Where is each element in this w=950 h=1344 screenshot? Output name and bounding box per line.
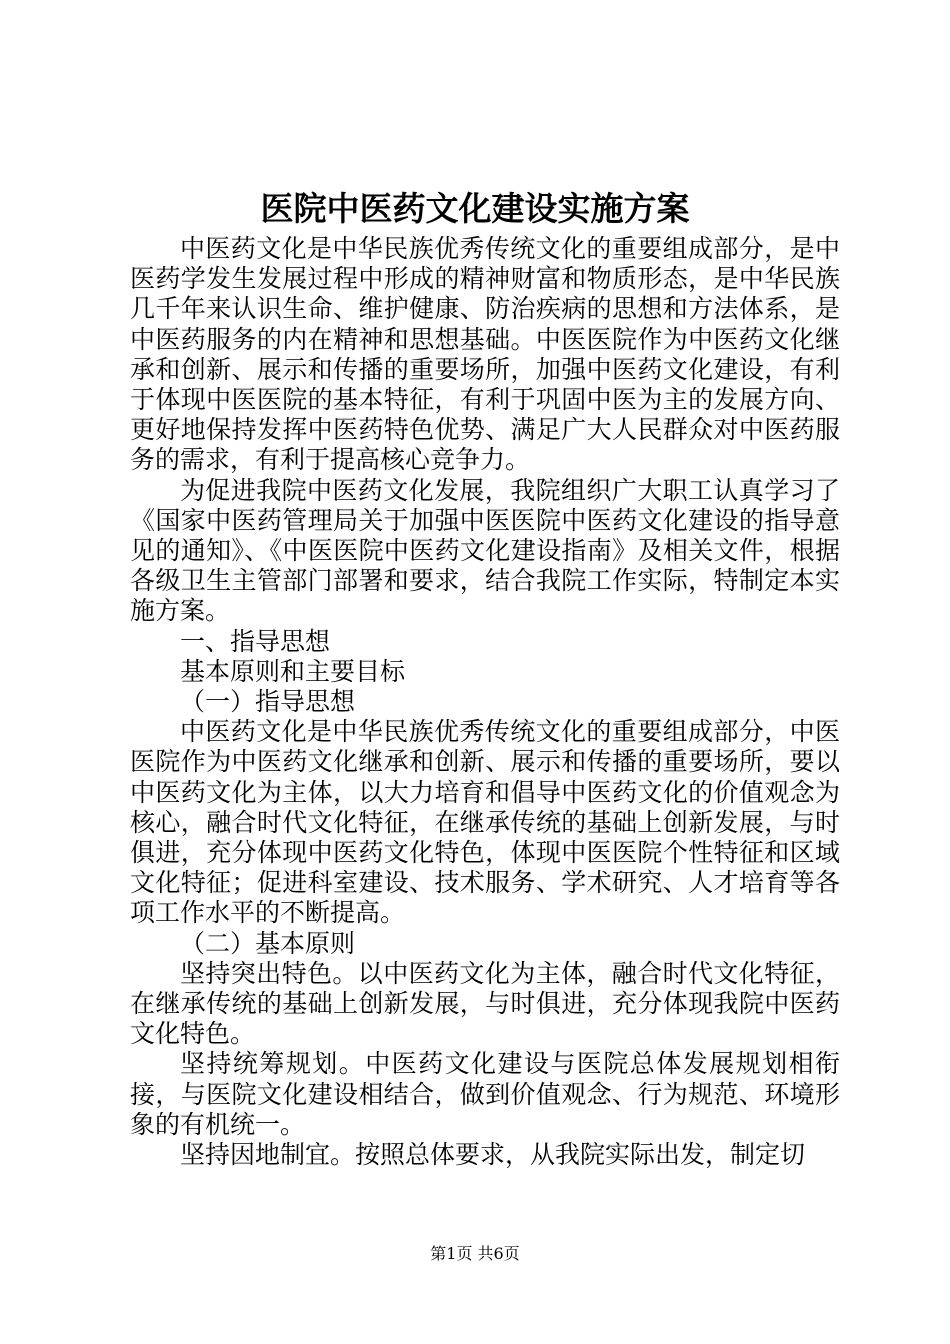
- principle-highlight-features-paragraph: 坚持突出特色。以中医药文化为主体，融合时代文化特征，在继承传统的基础上创新发展，与时俱进，充分体现我院中医药文化特色。: [130, 958, 840, 1049]
- principle-local-conditions-paragraph: 坚持因地制宜。按照总体要求，从我院实际出发，制定切: [180, 1140, 806, 1170]
- page-number-footer: 第1页 共6页: [430, 1244, 520, 1263]
- section-heading-guiding-thought: 一、指导思想: [180, 626, 331, 656]
- guiding-thought-paragraph: 中医药文化是中华民族优秀传统文化的重要组成部分，中医医院作为中医药文化继承和创新、展示和传播的重要场所，要以中医药文化为主体，以大力培育和倡导中医药文化的价值观念为核心，融合时代文化特征，在继承传统的基础上创新发展，与时俱进，充分体现中医药文化特色，体现中医医院个性特征和区域文化特征；促进科室建设、技术服务、学术研究、人才培育等各项工作水平的不断提高。: [130, 717, 840, 928]
- purpose-paragraph: 为促进我院中医药文化发展，我院组织广大职工认真学习了《国家中医药管理局关于加强中医医院中医药文化建设的指导意见的通知》、《中医医院中医药文化建设指南》及相关文件，根据各级卫生主管部门部署和要求，结合我院工作实际，特制定本实施方案。: [130, 475, 840, 626]
- subsection-heading-guiding-thought: （一）指导思想: [180, 687, 356, 717]
- document-title: 医院中医药文化建设实施方案: [260, 189, 690, 228]
- intro-paragraph: 中医药文化是中华民族优秀传统文化的重要组成部分，是中医药学发生发展过程中形成的精神财富和物质形态，是中华民族几千年来认识生命、维护健康、防治疾病的思想和方法体系，是中医药服务的内在精神和思想基础。中医医院作为中医药文化继承和创新、展示和传播的重要场所，加强中医药文化建设，有利于体现中医医院的基本特征，有利于巩固中医为主的发展方向、更好地保持发挥中医药特色优势、满足广大人民群众对中医药服务的需求，有利于提高核心竞争力。: [130, 234, 840, 475]
- section-heading-principles-goals: 基本原则和主要目标: [180, 656, 406, 686]
- subsection-heading-basic-principles: （二）基本原则: [180, 928, 356, 958]
- document-body: [130, 234, 840, 1170]
- principle-overall-planning-paragraph: 坚持统筹规划。中医药文化建设与医院总体发展规划相衔接，与医院文化建设相结合，做到价值观念、行为规范、环境形象的有机统一。: [130, 1049, 840, 1139]
